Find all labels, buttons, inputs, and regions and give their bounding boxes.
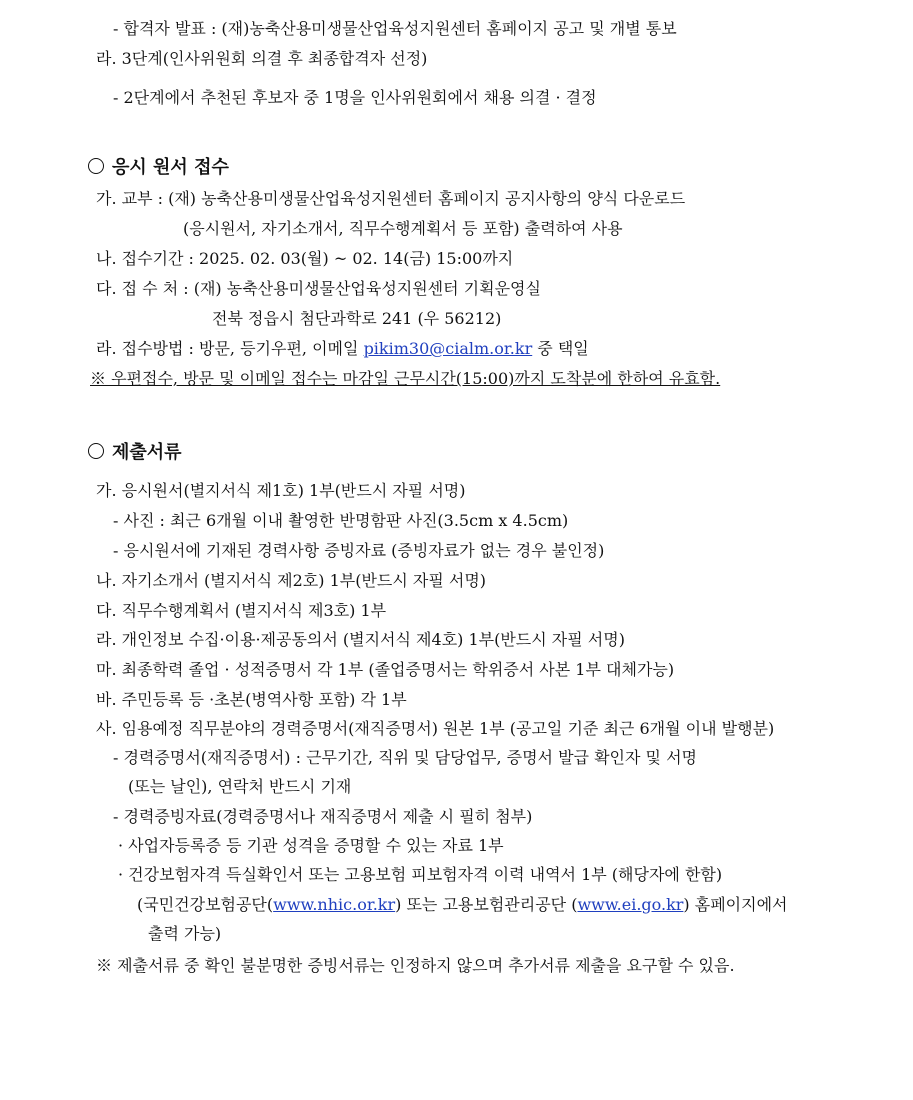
doc-line: 바. 주민등록 등 ·초본(병역사항 포함) 각 1부 [96,690,407,709]
doc-line: - 사진 : 최근 6개월 이내 촬영한 반명함판 사진(3.5cm x 4.5cm) [113,511,569,530]
documents-section-heading [88,442,182,466]
doc-line: (또는 날인), 연락처 반드시 기재 [128,777,352,796]
result-announcement-line: - 합격자 발표 : (재)농축산용미생물산업육성지원센터 홈페이지 공고 및 개별 통보 [113,19,677,38]
doc-line: 사. 임용예정 직무분야의 경력증명서(재직증명서) 원본 1부 (공고일 기준 최근 6개월 이내 발행분) [96,719,775,738]
doc-line-links [137,894,788,918]
doc-text: (국민건강보험공단( [137,895,274,914]
doc-line: 라. 개인정보 수집·이용·제공동의서 (별지서식 제4호) 1부(반드시 자필 서명) [96,630,625,649]
documents-note: ※ 제출서류 중 확인 불분명한 증빙서류는 인정하지 않으며 추가서류 제출을 요구할 수 있음. [96,956,735,975]
distribution-line: 가. 교부 : (재) 농축산용미생물산업육성지원센터 홈페이지 공지사항의 양식 다운로드 [96,189,686,208]
nhic-link[interactable]: www.nhic.or.kr [273,895,396,914]
doc-line: - 경력증빙자료(경력증명서나 재직증명서 제출 시 필히 첨부) [113,807,533,826]
doc-line: 다. 직무수행계획서 (별지서식 제3호) 1부 [96,601,387,620]
method-prefix: 라. 접수방법 : 방문, 등기우편, 이메일 [96,339,364,358]
doc-line: 나. 자기소개서 (별지서식 제2호) 1부(반드시 자필 서명) [96,571,487,590]
circle-bullet-icon [88,158,104,174]
step3-line: 라. 3단계(인사위원회 의결 후 최종합격자 선정) [96,49,428,68]
documents-heading-text: 제출서류 [112,442,182,463]
doc-line: 출력 가능) [148,924,222,943]
application-section-heading [88,157,229,181]
application-note: ※ 우편접수, 방문 및 이메일 접수는 마감일 근무시간(15:00)까지 도착분에 한하여 유효함. [90,369,721,388]
period-line: 나. 접수기간 : 2025. 02. 03(월) ~ 02. 14(금) 15:00까지 [96,249,514,268]
distribution-line-2: (응시원서, 자기소개서, 직무수행계획서 등 포함) 출력하여 사용 [183,219,623,238]
doc-line: · 사업자등록증 등 기관 성격을 증명할 수 있는 자료 1부 [118,836,504,855]
doc-line: 가. 응시원서(별지서식 제1호) 1부(반드시 자필 서명) [96,481,466,500]
doc-line: - 응시원서에 기재된 경력사항 증빙자료 (증빙자료가 없는 경우 불인정) [113,541,605,560]
doc-line: - 경력증명서(재직증명서) : 근무기간, 직위 및 담당업무, 증명서 발급 확인자 및 서명 [113,748,697,767]
doc-line: 마. 최종학력 졸업 · 성적증명서 각 1부 (졸업증명서는 학위증서 사본 1부 대체가능) [96,660,675,679]
method-line [96,338,589,362]
address-line: 전북 정읍시 첨단과학로 241 (우 56212) [212,309,502,328]
doc-text: ) 홈페이지에서 [683,895,788,914]
step3-detail-line: - 2단계에서 추천된 후보자 중 1명을 인사위원회에서 채용 의결 · 결정 [113,88,597,107]
circle-bullet-icon [88,443,104,459]
doc-text: ) 또는 고용보험관리공단 ( [395,895,578,914]
location-line: 다. 접 수 처 : (재) 농축산용미생물산업육성지원센터 기획운영실 [96,279,541,298]
doc-line: · 건강보험자격 득실확인서 또는 고용보험 피보험자격 이력 내역서 1부 (해당자에 한함) [118,865,723,884]
method-suffix: 중 택일 [532,339,589,358]
ei-link[interactable]: www.ei.go.kr [577,895,684,914]
application-heading-text: 응시 원서 접수 [112,157,229,178]
email-link[interactable]: pikim30@cialm.or.kr [363,339,533,358]
